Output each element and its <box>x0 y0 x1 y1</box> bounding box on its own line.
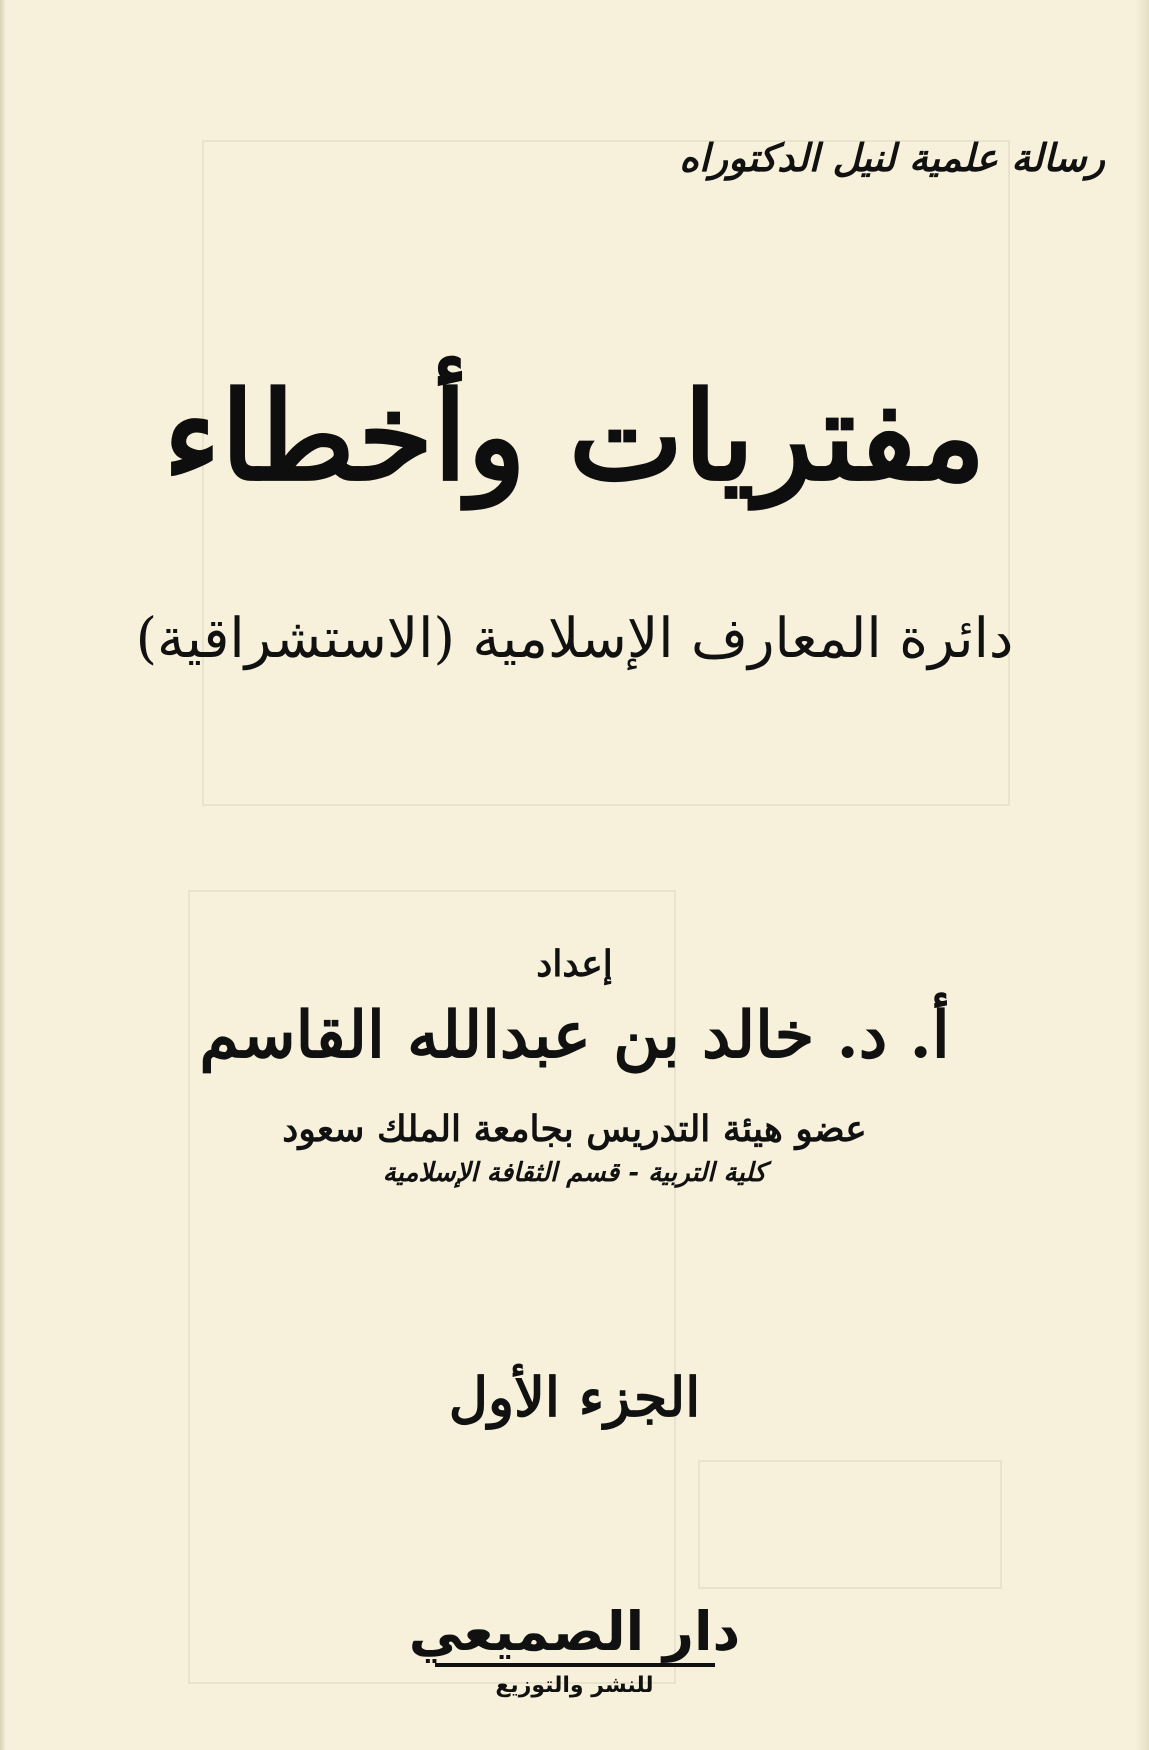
thesis-label: رسالة علمية لنيل الدكتوراه <box>679 135 1105 180</box>
prepared-by-label: إعداد <box>536 943 613 985</box>
page-edge-shadow <box>1135 0 1149 1750</box>
author-department: كلية التربية - قسم الثقافة الإسلامية <box>382 1158 767 1188</box>
publisher-logo <box>0 1602 1149 1698</box>
publisher-name: دار الصميعي <box>408 1600 741 1663</box>
page-edge-shadow <box>0 0 6 1750</box>
book-subtitle: دائرة المعارف الإسلامية (الاستشراقية) <box>135 606 1014 670</box>
publisher-tagline: للنشر والتوزيع <box>495 1673 654 1699</box>
volume-label: الجزء الأول <box>448 1365 701 1429</box>
book-title: مفتريات وأخطاء <box>163 364 986 508</box>
author-name: أ. د. خالد بن عبدالله القاسم <box>199 998 950 1073</box>
author-role: عضو هيئة التدريس بجامعة الملك سعود <box>282 1108 867 1150</box>
bleed-through-frame <box>698 1460 1002 1589</box>
publisher-divider <box>435 1663 715 1667</box>
